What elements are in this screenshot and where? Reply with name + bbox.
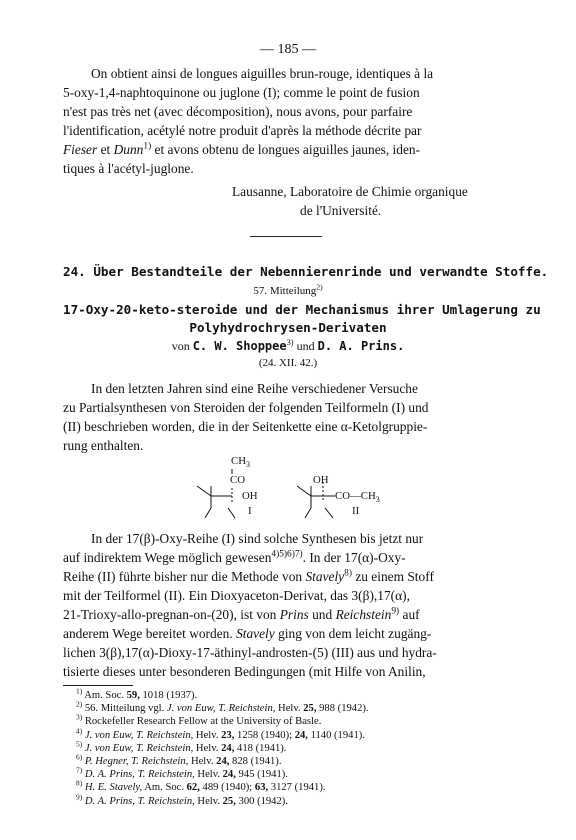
footnote-number: 3) <box>76 712 83 722</box>
formula-text: CO <box>230 474 245 486</box>
footnote-volume: 24, <box>218 742 235 754</box>
footnote-volume: 25, <box>219 795 236 807</box>
footnote-volume: 24, <box>213 756 230 767</box>
formula-group: CO—CH <box>335 490 376 502</box>
footnote-text: Helv. <box>194 795 220 807</box>
affiliation-line: Lausanne, Laboratoire de Chimie organique <box>232 184 468 199</box>
text-segment: zu einem Stoff <box>355 569 434 584</box>
page-number: — 185 — <box>260 42 316 57</box>
formula-label: II <box>352 505 360 517</box>
ring-skeleton <box>195 468 255 520</box>
footnote-text: 828 (1941). <box>229 756 282 767</box>
footnote-volume: 25, <box>300 703 317 715</box>
text-segment: auf indirektem Wege möglich gewesen <box>63 550 272 565</box>
text-segment: et avons obtenu de longues aiguilles jaunes, iden- <box>154 142 421 157</box>
footnote-number: 2) <box>76 699 83 709</box>
footnote-volume: 59, <box>123 690 140 701</box>
footnote-text: Am. Soc. <box>82 690 124 701</box>
footnote-volume: 63, <box>252 782 269 794</box>
section-divider <box>250 236 322 237</box>
article-date: (24. XII. 42.) <box>258 357 318 369</box>
text-line: 5-oxy-1,4-naphtoquinone ou juglone (I); comme le point de fusion <box>63 85 420 100</box>
author-name: Stavely <box>236 626 275 641</box>
text-segment: ging von dem leicht zugäng- <box>278 626 432 641</box>
text-line: rung enthalten. <box>63 438 144 453</box>
footnote <box>76 699 369 716</box>
ring-skeleton <box>295 480 340 520</box>
text-line: mit der Teilformel (II). Ein Dioxyaceton-Derivat, das 3(β),17(α), <box>63 588 410 603</box>
footnote-authors: J. von Euw, T. Reichstein, <box>82 742 194 754</box>
footnote-ref: 1) <box>143 141 152 152</box>
text-line <box>63 141 420 159</box>
authors-line <box>0 339 576 354</box>
by-label: von <box>171 339 190 353</box>
formula-group: CH <box>231 455 246 467</box>
formula-subscript: 3 <box>375 495 380 505</box>
footnote-authors: D. A. Prins, T. Reichstein, <box>82 795 195 807</box>
footnote-number: 4) <box>76 726 83 736</box>
footnote-number: 7) <box>76 765 83 775</box>
article-subtitle: Polyhydrochrysen-Derivaten <box>189 320 387 335</box>
footnote-text: 1258 (1940); <box>234 729 293 741</box>
text-segment: auf <box>402 607 420 622</box>
text-segment: 21-Trioxy-allo-pregnan-on-(20), ist von <box>63 607 277 622</box>
footnote-authors: H. E. Stavely, <box>82 782 143 794</box>
footnote <box>76 712 322 729</box>
text-line: zu Partialsynthesen von Steroiden der folgenden Teilformeln (I) und <box>63 400 429 415</box>
footnote <box>76 726 365 743</box>
text-line: In der 17(β)-Oxy-Reihe (I) sind solche Synthesen bis jetzt nur <box>91 531 424 546</box>
footnote-ref: 4)5)6)7) <box>271 549 303 560</box>
author-name: Fieser <box>63 142 98 157</box>
footnote-volume: 24, <box>219 769 236 781</box>
footnote-text: 945 (1941). <box>235 769 288 781</box>
footnote-ref: 3) <box>286 338 294 347</box>
footnote-text: Helv. <box>188 756 214 767</box>
footnote-text: Helv. <box>193 742 219 754</box>
conjunction: et <box>100 142 111 157</box>
text-line <box>63 625 431 643</box>
footnote-text: 3127 (1941). <box>268 782 326 794</box>
footnote-text: 418 (1941). <box>234 742 287 754</box>
formula-label: I <box>248 505 252 517</box>
formula-subscript: 3 <box>246 460 250 470</box>
footnote <box>76 778 326 795</box>
conjunction: und <box>296 339 315 353</box>
footnote <box>76 765 288 782</box>
footnote-number: 5) <box>76 739 83 749</box>
footnote-text: Helv. <box>194 769 220 781</box>
footnote-text: Rockefeller Research Fellow at the University of Basle. <box>82 716 322 728</box>
footnote-text: 1018 (1937). <box>139 690 198 701</box>
text-segment: anderem Wege bereitet worden. <box>63 626 233 641</box>
footnote-text: Helv. <box>275 703 301 715</box>
footnote <box>76 792 288 809</box>
author-name: Reichstein <box>335 607 392 622</box>
formula-text: OH <box>242 490 258 502</box>
footnote-number: 8) <box>76 778 83 788</box>
footnote-text: 1140 (1941). <box>307 729 365 741</box>
text-line: (II) beschrieben worden, die in der Seitenkette eine α-Ketolgruppie- <box>63 419 428 434</box>
footnote-number: 1) <box>76 686 83 696</box>
footnote-authors: J. von Euw, T. Reichstein, <box>82 729 194 741</box>
communication-text: 57. Mitteilung <box>253 285 317 297</box>
footnote-authors: J. von Euw, T. Reichstein, <box>164 703 276 715</box>
footnote-divider <box>63 685 133 686</box>
text-line: tisierte dieses unter besonderen Bedingungen (mit Hilfe von Anilin, <box>63 664 426 679</box>
text-line: l'identification, acétylé notre produit d'après la méthode décrite par <box>63 123 422 138</box>
author-name: Stavely <box>305 569 345 584</box>
footnote-number: 9) <box>76 792 83 802</box>
author-name: Dunn <box>113 142 144 157</box>
footnote-text: 300 (1942). <box>235 795 288 807</box>
article-title: 24. Über Bestandteile der Nebennierenrinde und verwandte Stoffe. <box>63 264 549 279</box>
author-name: C. W. Shoppee <box>192 339 287 353</box>
author-name: Prins <box>279 607 309 622</box>
footnote-text: 988 (1942). <box>316 703 369 715</box>
footnote-text: Am. Soc. <box>142 782 184 794</box>
author-name: D. A. Prins. <box>317 339 405 353</box>
text-line: n'est pas très net (avec décomposition), nous avons, pour parfaire <box>63 104 413 119</box>
footnote-number: 6) <box>76 752 83 762</box>
footnote-text: 489 (1940); <box>199 782 253 794</box>
footnote-text: 56. Mitteilung vgl. <box>82 703 165 715</box>
text-line <box>63 568 434 586</box>
footnote-authors: D. A. Prins, T. Reichstein, <box>82 769 195 781</box>
formula-text <box>335 490 380 504</box>
affiliation-line: de l'Université. <box>300 203 382 218</box>
formula-text: OH <box>313 474 329 486</box>
text-line: In den letzten Jahren sind eine Reihe verschiedener Versuche <box>91 381 418 396</box>
footnote-volume: 24, <box>292 729 308 741</box>
footnote <box>76 752 282 769</box>
text-line <box>63 549 406 567</box>
text-segment: . In der 17(α)-Oxy- <box>302 550 406 565</box>
communication-number <box>0 282 576 297</box>
footnote-ref: 8) <box>344 568 352 579</box>
footnote-volume: 23, <box>218 729 235 741</box>
text-line <box>63 606 420 624</box>
footnote <box>76 739 287 756</box>
footnote-ref: 2) <box>316 282 323 292</box>
footnote-volume: 62, <box>183 782 200 794</box>
footnote-text: Helv. <box>193 729 219 741</box>
text-line: On obtient ainsi de longues aiguilles brun-rouge, identiques à la <box>91 66 434 81</box>
text-segment: Reihe (II) führte bisher nur die Methode von <box>63 569 303 584</box>
article-subtitle: 17-Oxy-20-keto-steroide und der Mechanismus ihrer Umlagerung zu <box>63 302 541 317</box>
text-line: lichen 3(β),17(α)-Dioxy-17-äthinyl-androsten-(5) (III) aus und hydra- <box>63 645 437 660</box>
footnote-ref: 9) <box>391 606 400 617</box>
footnote-authors: P. Hegner, T. Reichstein, <box>82 756 189 767</box>
conjunction: und <box>312 607 333 622</box>
footnote <box>76 686 198 703</box>
text-line: tiques à l'acétyl-juglone. <box>63 161 194 176</box>
